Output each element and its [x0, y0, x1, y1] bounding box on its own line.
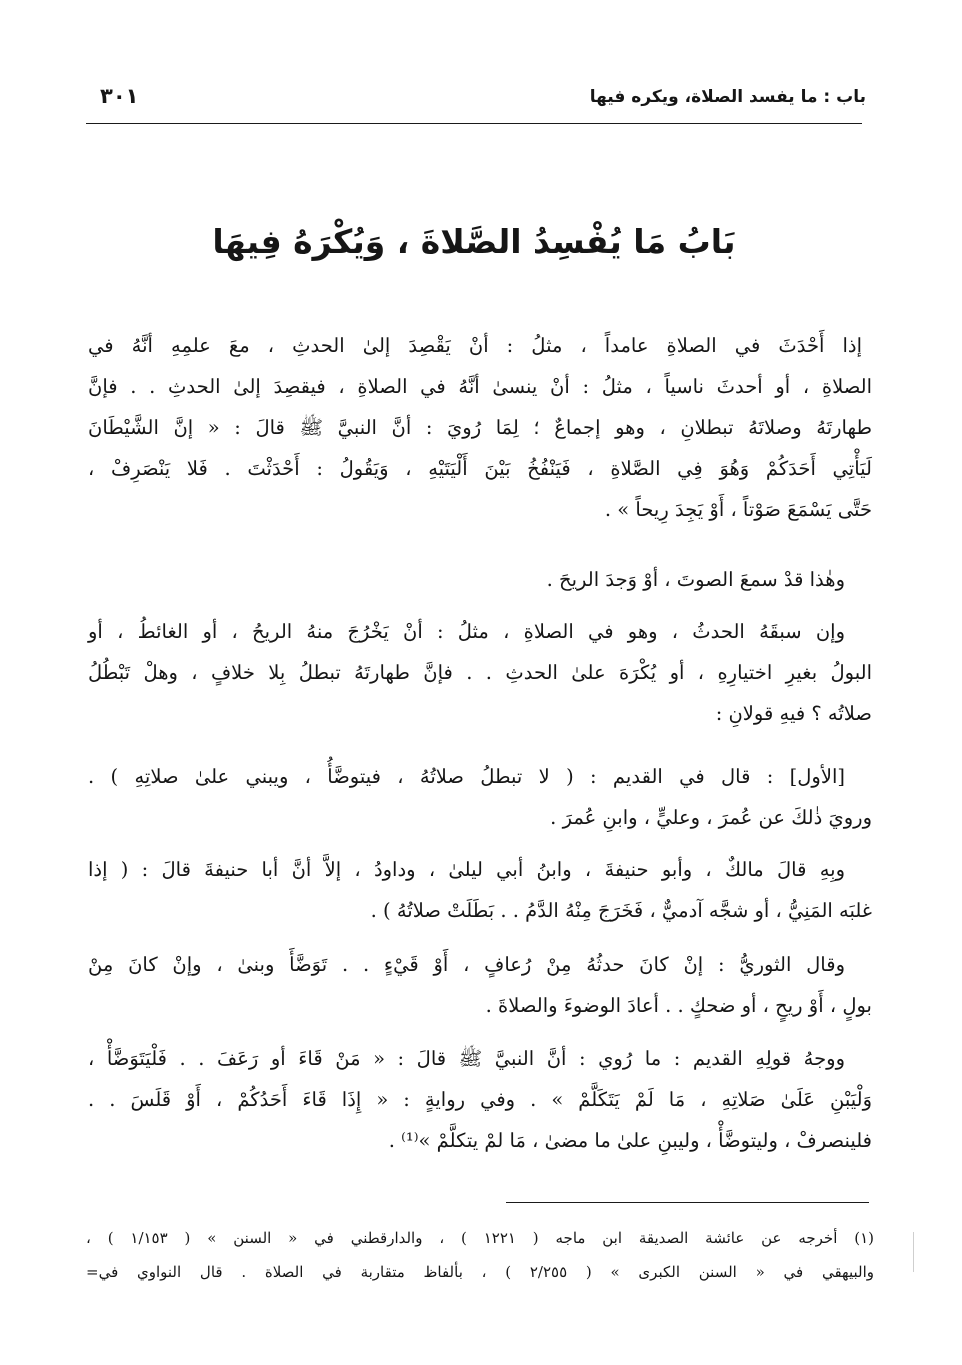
footnote-divider — [506, 1202, 869, 1203]
body-line: صلاتُه ؟ فيهِ قولانِ : — [715, 702, 872, 725]
body-line: غلبَه المَنِيُّ ، أو شجَّه آدميٌّ ، فَخَرَجَ مِنْهُ الدَّمُ . . بَطَلَتْ صلاتُهُ ) . — [370, 899, 872, 922]
footnote-line: (١) أخرجه عن عائشة الصديقة ابن ماجه ( ١٢٢١ ) ، والدارقطني في « السنن » ( ١/١٥٣ ) ، — [86, 1229, 874, 1247]
body-line: وهٰذا قدْ سمعَ الصوتَ ، أوْ وَجدَ الريحَ . — [546, 568, 845, 591]
body-line: بولٍ ، أَوْ ريحٍ ، أو ضحكٍ . . أعادَ الوضوءَ والصلاةَ . — [485, 994, 872, 1017]
body-line: وَلْيَبْنِ عَلَىٰ صَلاتِهِ ، مَا لَمْ يَتَكَلَّمْ » . وفي روايةٍ : « إِذَا قَاءَ أَحَدُكُمْ ، أَوْ قَلَسَ . . — [88, 1088, 872, 1111]
body-line: البولُ بغيرِ اختيارِهِ ، أو يُكْرَهَ علىٰ الحدثِ . . فإنَّ طهارتَهُ تبطلُ بِلا خلافٍ ، وهلْ تَبْطُلُ — [88, 661, 872, 684]
body-line: إذا أَحْدَثَ في الصلاةِ عامداً ، مثلُ : أنْ يَقْصِدَ إلىٰ الحدثِ ، معَ علمِهِ أنَّهُ في — [88, 334, 862, 357]
scan-artifact — [913, 1232, 914, 1272]
body-line: وبِهِ قالَ مالكٌ ، وأبو حنيفةَ ، وابنُ أبي ليلىٰ ، وداودُ ، إلاَّ أنَّ أبا حنيفةَ قالَ : ( إذا — [88, 858, 845, 881]
body-line: ووجهُ قولِهِ القديم : ما رُوي : أنَّ النبيَّ ﷺ قالَ : « مَنْ قَاءَ أو رَعَفَ . . فَلْيَتَوَضَّأْ ، — [88, 1047, 845, 1070]
body-line: طهارتَهُ وصلاتَهُ تبطلانِ ، وهو إجماعٌ ؛ لِمَا رُويَ : أنَّ النبيَّ ﷺ قالَ : « إنَّ الشَّيْطَانَ — [88, 416, 872, 439]
header-divider — [86, 123, 862, 124]
body-line: [الأول] : قال في القديم : ( لا تبطلُ صلاتُهُ ، فيتوضَّأُ ، ويبني علىٰ صلاتِهِ ) . — [88, 765, 845, 788]
body-line: ورويَ ذٰلكَ عن عُمرَ ، وعليٍّ ، وابنِ عُمرَ . — [550, 806, 872, 829]
footnote-line: والبيهقي في « السنن الكبرى » ( ٢/٢٥٥ ) ، بألفاظ متقاربة في الصلاة . قال النواوي في= — [86, 1263, 874, 1281]
body-line: وإن سبقَهُ الحدثُ ، وهو في الصلاةِ ، مثلُ : أنْ يَخْرُجَ منهُ الريحُ ، أو الغائطُ ، أو — [88, 620, 845, 643]
body-line: الصلاةِ ، أو أحدثَ ناسياً ، مثلُ : أنْ ينسىٰ أنَّهُ في الصلاةِ ، فيقصِدَ إلىٰ الحدثِ . . فإنَّ — [88, 375, 872, 398]
body-line: وقال الثوريُّ : إنْ كانَ حدثُهُ مِنْ رُعافٍ ، أَوْ قَيْءٍ . . تَوَضَّأَ وبنىٰ ، وإنْ كانَ مِنْ — [88, 953, 845, 976]
body-line: فلينصرفْ ، وليتوضَّأْ ، وليبنِ علىٰ ما مضىٰ ، مَا لمْ يتكلَّمْ »⁽¹⁾ . — [388, 1129, 872, 1152]
running-header-title: باب : ما يفسد الصلاة، ويكره فيها — [589, 87, 866, 107]
page-number: ٣٠١ — [100, 84, 139, 108]
body-line: لَيَأْتِي أَحَدَكُمْ وَهُوَ فِي الصَّلاةِ ، فَيَنْفُخُ بَيْنَ أَلْيَتَيْهِ ، وَيَقُولُ : أَحْدَثْتَ . فَلا يَنْصَرِفْ ، — [88, 457, 872, 480]
body-line: حَتَّى يَسْمَعَ صَوْتاً ، أَوْ يَجِدَ رِيحاً » . — [604, 498, 872, 521]
chapter-title: بَابُ مَا يُفْسِدُ الصَّلاةَ ، وَيُكْرَهُ فِيهَا — [212, 222, 736, 261]
